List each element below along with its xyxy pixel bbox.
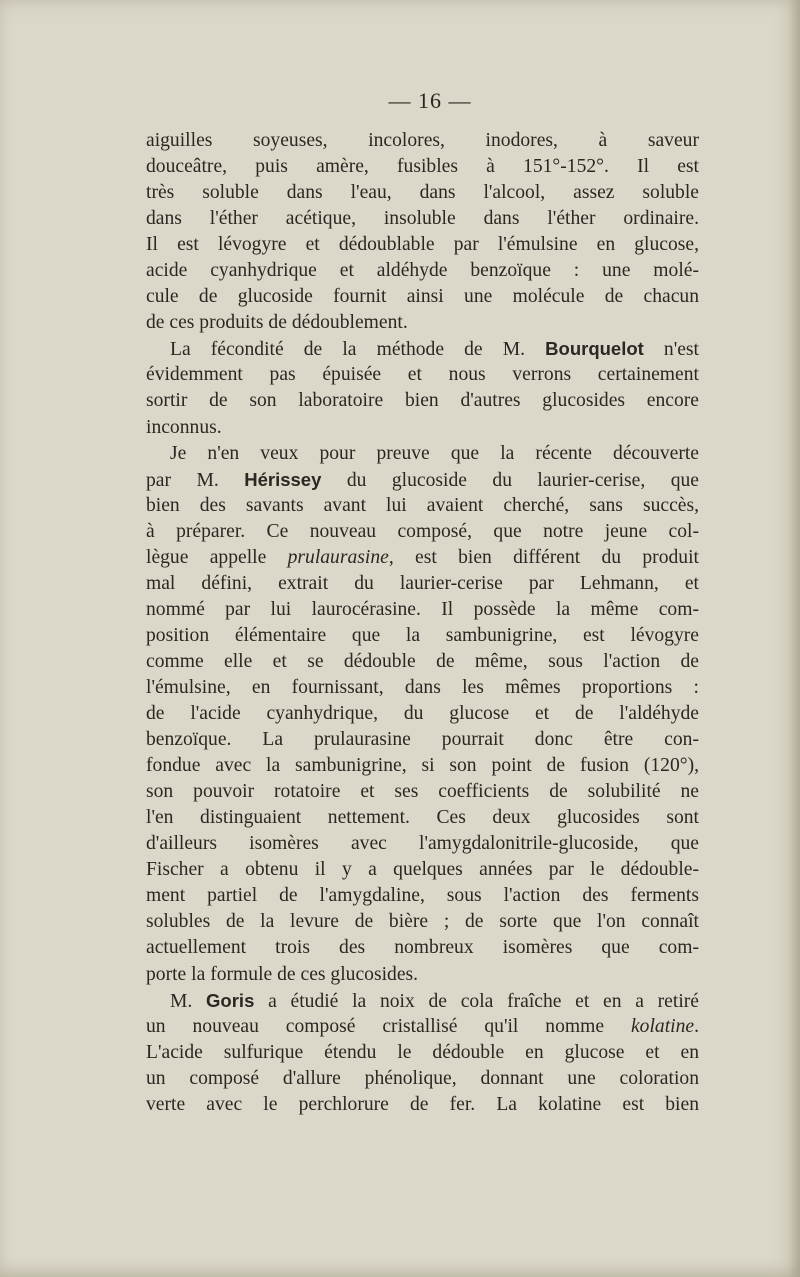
body-text [146, 128, 699, 1118]
text-line: nommé par lui laurocérasine. Il possède la même com- [146, 598, 699, 620]
text-line: de ces produits de dédoublement. [146, 312, 408, 334]
page-number: — 16 — [388, 88, 472, 113]
text-line: dans l'éther acétique, insoluble dans l'éther ordinaire. [146, 208, 699, 230]
text-segment: par M. [146, 469, 245, 491]
text-line [146, 1014, 699, 1040]
text-line: évidemment pas épuisée et nous verrons certainement [146, 364, 699, 386]
text-segment: n'est [643, 339, 700, 361]
text-line: à préparer. Ce nouveau composé, que notre jeune col- [146, 520, 699, 542]
compound-name: prulaurasine [287, 546, 389, 568]
text-segment: La fécondité de la méthode de M. [170, 339, 546, 361]
text-line: actuellement trois des nombreux isomères que com- [146, 937, 699, 959]
author-name: Goris [206, 989, 255, 1011]
text-line: l'émulsine, en fournissant, dans les mêmes proportions : [146, 676, 699, 698]
text-line [146, 545, 699, 571]
text-line: un composé d'allure phénolique, donnant une coloration [146, 1067, 699, 1089]
author-name: Hérissey [244, 468, 322, 490]
text-line: de l'acide cyanhydrique, du glucose et de l'aldéhyde [146, 703, 699, 725]
text-line: Je n'en veux pour preuve que la récente découverte [170, 442, 699, 464]
text-line: d'ailleurs isomères avec l'amygdalonitrile-glucoside, que [146, 833, 699, 855]
text-segment: , est bien différent du produit [388, 546, 699, 568]
text-line: inconnus. [146, 416, 222, 438]
text-line: douceâtre, puis amère, fusibles à 151°-152°. Il est [146, 156, 699, 178]
text-line [146, 336, 699, 362]
text-line: très soluble dans l'eau, dans l'alcool, assez soluble [146, 182, 699, 204]
text-segment: a étudié la noix de cola fraîche et en a retiré [254, 990, 699, 1012]
text-line [146, 988, 699, 1014]
text-line: solubles de la levure de bière ; de sorte que l'on connaît [146, 911, 699, 933]
text-line: son pouvoir rotatoire et ses coefficients de solubilité ne [146, 781, 699, 803]
text-line: position élémentaire que la sambunigrine, est lévogyre [146, 624, 699, 646]
text-line: verte avec le perchlorure de fer. La kolatine est bien [146, 1093, 699, 1115]
text-line: fondue avec la sambunigrine, si son point de fusion (120°), [146, 755, 699, 777]
text-line: l'en distinguaient nettement. Ces deux glucosides sont [146, 807, 699, 829]
text-line: mal défini, extrait du laurier-cerise par Lehmann, et [146, 572, 699, 594]
page-edge-shadow [788, 0, 800, 1277]
text-line: acide cyanhydrique et aldéhyde benzoïque : une molé- [146, 260, 699, 282]
text-line: L'acide sulfurique étendu le dédouble en glucose et en [146, 1041, 699, 1063]
text-line: ment partiel de l'amygdaline, sous l'action des ferments [146, 885, 699, 907]
text-line: benzoïque. La prulaurasine pourrait donc être con- [146, 729, 699, 751]
text-segment: du glucoside du laurier-cerise, que [321, 469, 700, 491]
text-line [146, 467, 699, 493]
text-line: comme elle et se dédouble de même, sous l'action de [146, 650, 699, 672]
text-line: Fischer a obtenu il y a quelques années par le dédouble- [146, 859, 699, 881]
text-line: sortir de son laboratoire bien d'autres glucosides encore [146, 390, 699, 412]
text-segment: un nouveau composé cristallisé qu'il nomme [146, 1015, 631, 1037]
text-line: porte la formule de ces glucosides. [146, 963, 419, 985]
text-segment: lègue appelle [146, 546, 288, 568]
author-name: Bourquelot [545, 338, 644, 360]
text-line: aiguilles soyeuses, incolores, inodores, à saveur [146, 130, 699, 151]
text-line: cule de glucoside fournit ainsi une molécule de chacun [146, 286, 699, 308]
text-line: bien des savants avant lui avaient cherché, sans succès, [146, 494, 699, 516]
text-line: Il est lévogyre et dédoublable par l'émulsine en glucose, [146, 234, 699, 256]
text-segment: . [694, 1015, 699, 1037]
compound-name: kolatine [630, 1015, 695, 1037]
text-segment: M. [170, 990, 207, 1012]
